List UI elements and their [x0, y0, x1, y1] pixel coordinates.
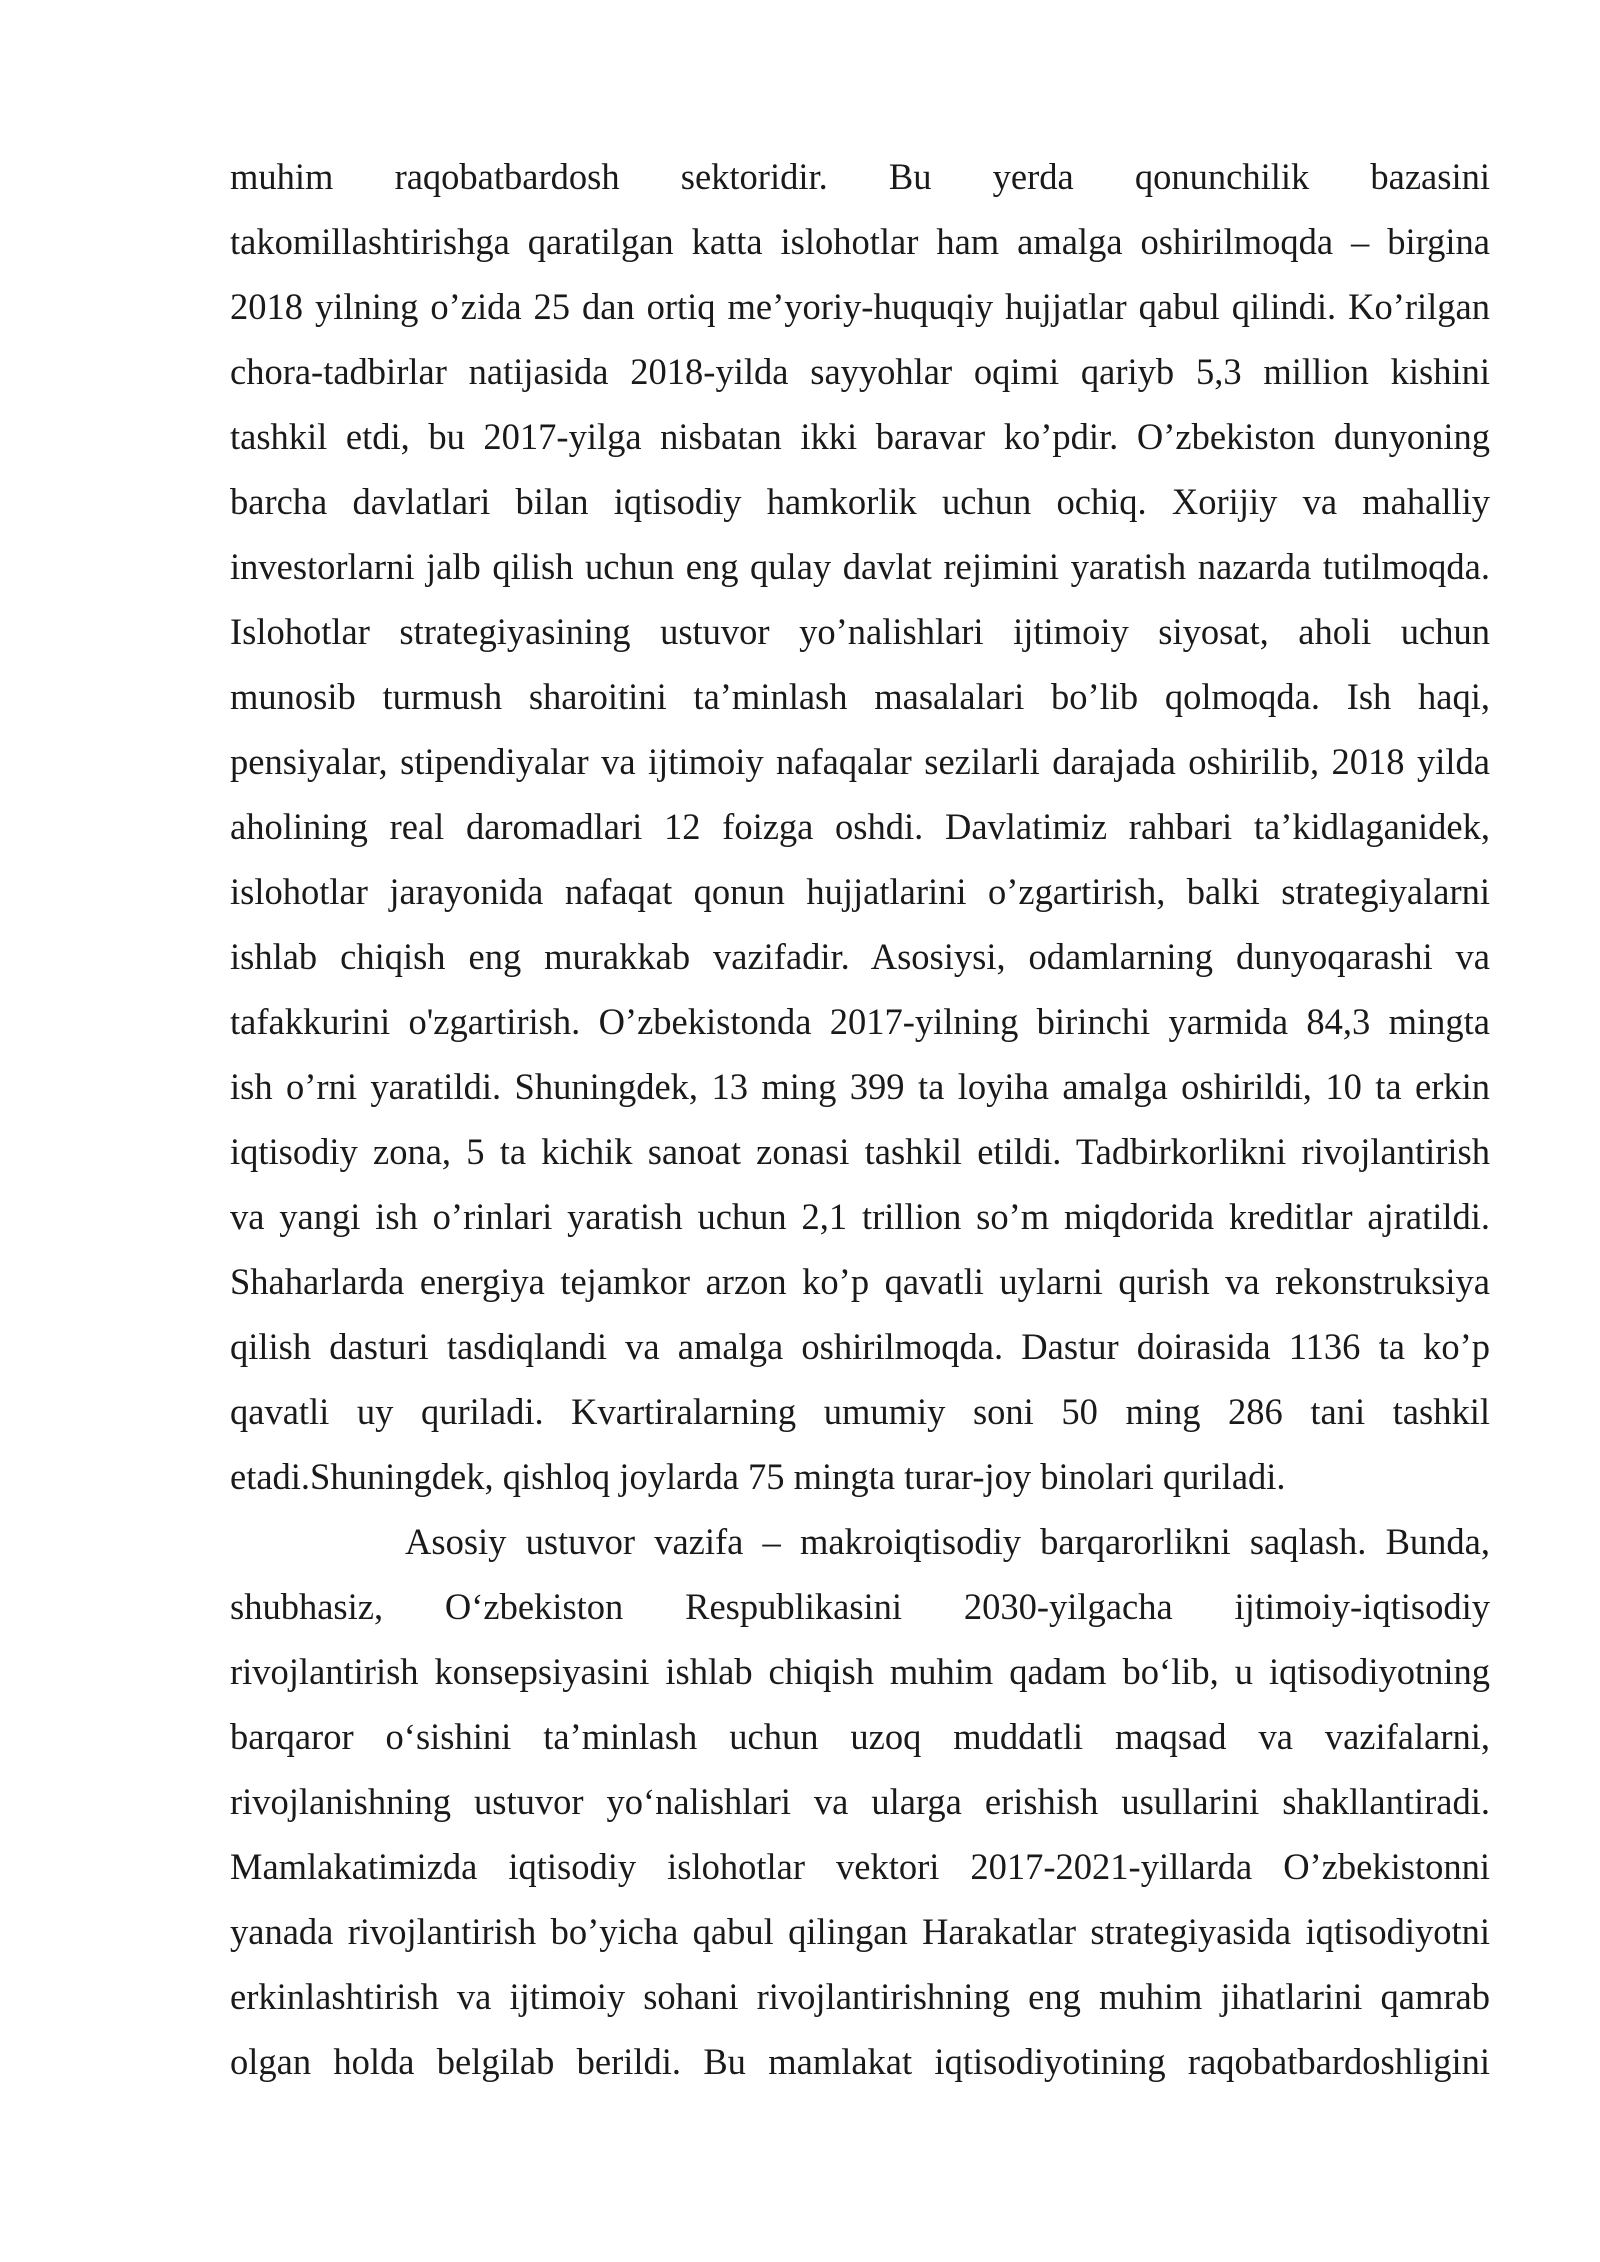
paragraph-line: etadi.Shuningdek, qishloq joylarda 75 mingta turar-joy binolari quriladi. [230, 1456, 1286, 1497]
paragraph-line: tashkil etdi, bu 2017-yilga nisbatan ikki baravar ko’pdir. O’zbekiston dunyoning [230, 416, 1490, 457]
paragraph-line: rivojlantirish konsepsiyasini ishlab chiqish muhim qadam bo‘lib, u iqtisodiyotning [230, 1651, 1490, 1692]
paragraph-line: rivojlanishning ustuvor yo‘nalishlari va ularga erishish usullarini shakllantiradi. [230, 1781, 1490, 1822]
paragraph-line: chora-tadbirlar natijasida 2018-yilda sayyohlar oqimi qariyb 5,3 million kishini [230, 351, 1490, 392]
paragraph-line: ish o’rni yaratildi. Shuningdek, 13 ming 399 ta loyiha amalga oshirildi, 10 ta erkin [230, 1066, 1490, 1107]
paragraph-line: pensiyalar, stipendiyalar va ijtimoiy nafaqalar sezilarli darajada oshirilib, 2018 yilda [230, 741, 1490, 782]
paragraph-line: barcha davlatlari bilan iqtisodiy hamkorlik uchun ochiq. Xorijiy va mahalliy [230, 481, 1490, 522]
paragraph-line: shubhasiz, O‘zbekiston Respublikasini 2030-yilgacha ijtimoiy-iqtisodiy [230, 1586, 1490, 1627]
paragraph-line: va yangi ish o’rinlari yaratish uchun 2,1 trillion so’m miqdorida kreditlar ajratildi. [230, 1196, 1490, 1237]
paragraph-line: islohotlar jarayonida nafaqat qonun hujjatlarini o’zgartirish, balki strategiyalarni [230, 871, 1490, 912]
paragraph-line: barqaror o‘sishini ta’minlash uchun uzoq muddatli maqsad va vazifalarni, [230, 1716, 1490, 1757]
paragraph-line: aholining real daromadlari 12 foizga oshdi. Davlatimiz rahbari ta’kidlaganidek, [230, 806, 1490, 847]
paragraph-line: yanada rivojlantirish bo’yicha qabul qilingan Harakatlar strategiyasida iqtisodiyotni [230, 1911, 1490, 1952]
paragraph-line: munosib turmush sharoitini ta’minlash masalalari bo’lib qolmoqda. Ish haqi, [230, 676, 1490, 717]
paragraph-line: olgan holda belgilab berildi. Bu mamlakat iqtisodiyotining raqobatbardoshligini [230, 2041, 1490, 2082]
paragraph-line: ishlab chiqish eng murakkab vazifadir. Asosiysi, odamlarning dunyoqarashi va [230, 936, 1490, 977]
paragraph-line: investorlarni jalb qilish uchun eng qulay davlat rejimini yaratish nazarda tutilmoqda. [230, 546, 1490, 587]
paragraph-2 [230, 1509, 1490, 2094]
paragraph-line: muhim raqobatbardosh sektoridir. Bu yerda qonunchilik bazasini [230, 156, 1490, 197]
paragraph-line: qavatli uy quriladi. Kvartiralarning umumiy soni 50 ming 286 tani tashkil [230, 1391, 1490, 1432]
paragraph-line: Asosiy ustuvor vazifa – makroiqtisodiy barqarorlikni saqlash. Bunda, [405, 1521, 1490, 1562]
paragraph-line: qilish dasturi tasdiqlandi va amalga oshirilmoqda. Dastur doirasida 1136 ta ko’p [230, 1326, 1490, 1367]
paragraph-line: Shaharlarda energiya tejamkor arzon ko’p qavatli uylarni qurish va rekonstruksiya [230, 1261, 1490, 1302]
paragraph-line: 2018 yilning o’zida 25 dan ortiq me’yoriy-huquqiy hujjatlar qabul qilindi. Ko’rilgan [230, 286, 1490, 327]
paragraph-line: Islohotlar strategiyasining ustuvor yo’nalishlari ijtimoiy siyosat, aholi uchun [230, 611, 1490, 652]
paragraph-line: Mamlakatimizda iqtisodiy islohotlar vektori 2017-2021-yillarda O’zbekistonni [230, 1846, 1490, 1887]
paragraph-line: tafakkurini o'zgartirish. O’zbekistonda 2017-yilning birinchi yarmida 84,3 mingta [230, 1001, 1490, 1042]
paragraph-1 [230, 144, 1490, 1509]
paragraph-line: iqtisodiy zona, 5 ta kichik sanoat zonasi tashkil etildi. Tadbirkorlikni rivojlantirish [230, 1131, 1490, 1172]
paragraph-line: takomillashtirishga qaratilgan katta islohotlar ham amalga oshirilmoqda – birgina [230, 221, 1490, 262]
paragraph-line: erkinlashtirish va ijtimoiy sohani rivojlantirishning eng muhim jihatlarini qamrab [230, 1976, 1490, 2017]
